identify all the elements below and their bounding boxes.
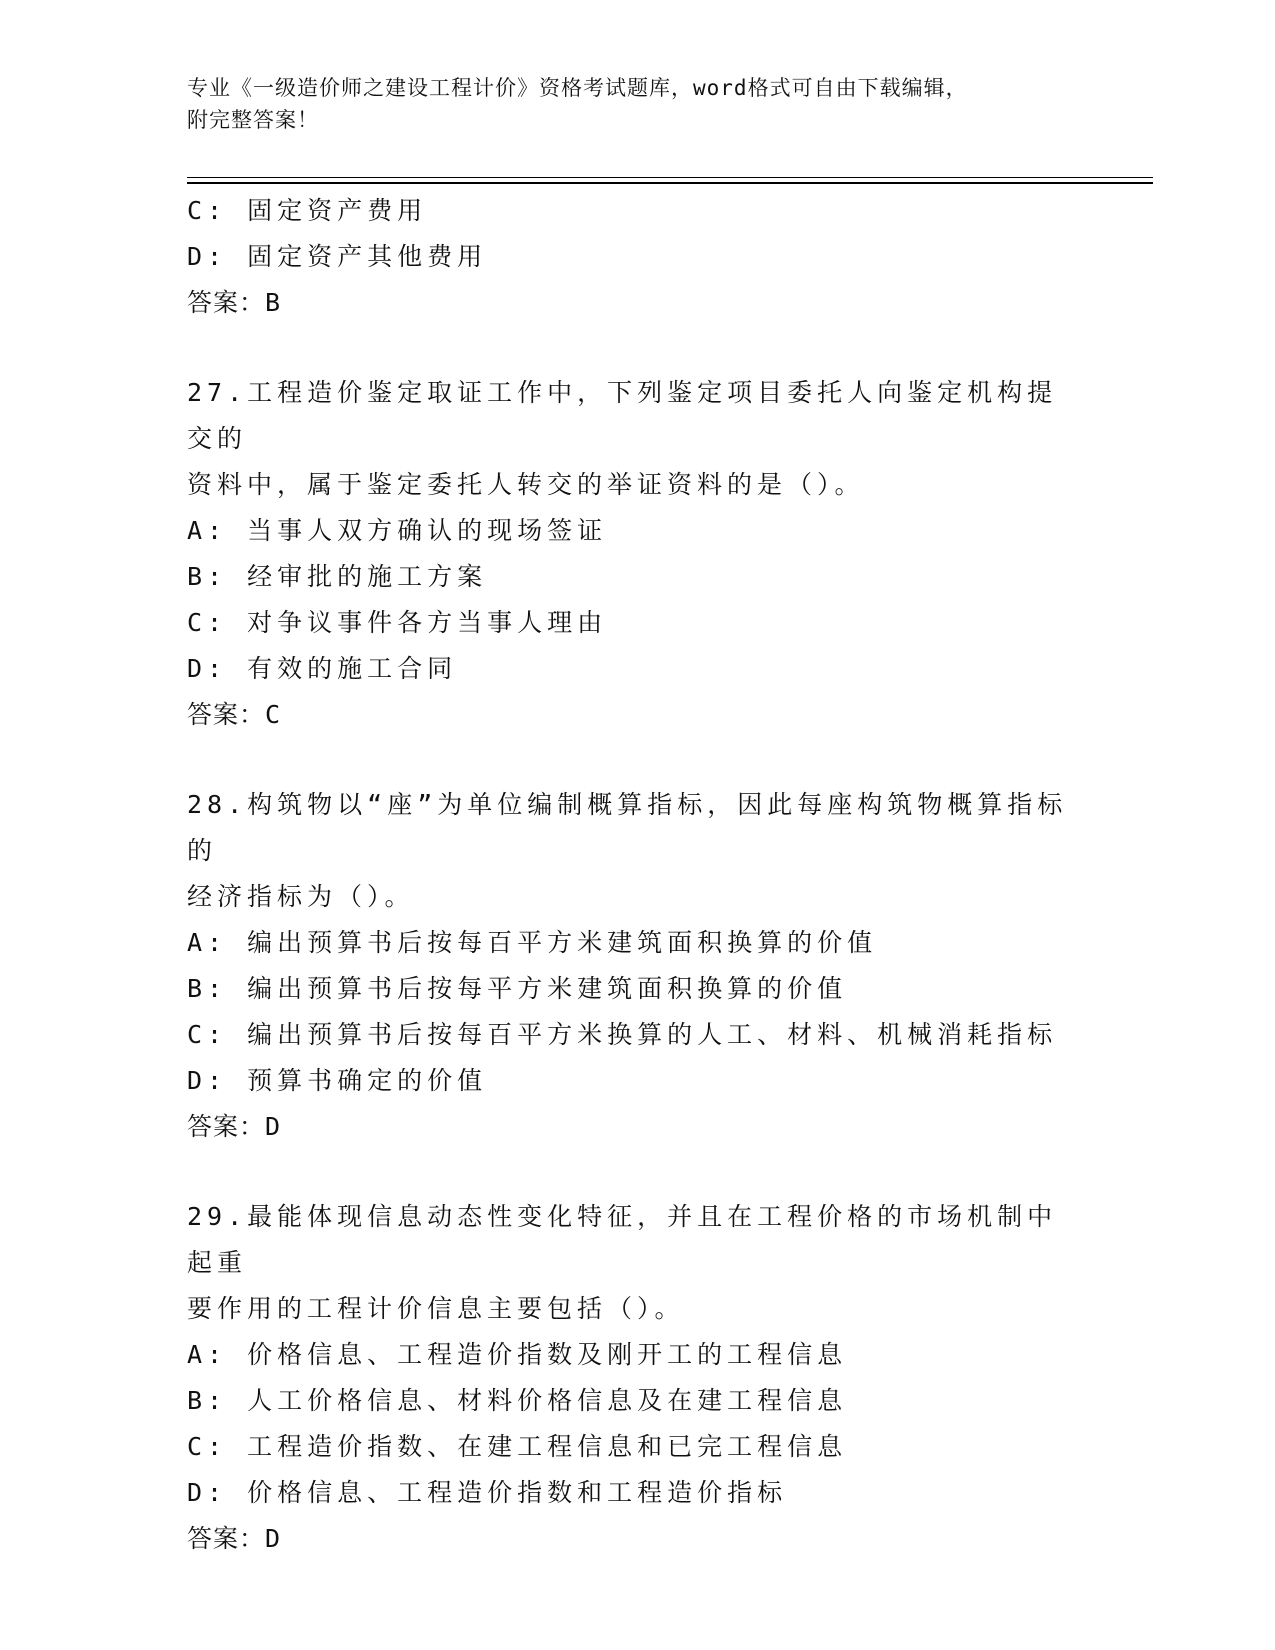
- option-a: A: 编出预算书后按每百平方米建筑面积换算的价值: [187, 928, 878, 957]
- header-divider-thick: [187, 182, 1153, 184]
- previous-question-tail: [187, 188, 1087, 326]
- option-c: C: 固定资产费用: [187, 196, 428, 225]
- option-b: B: 经审批的施工方案: [187, 562, 488, 591]
- stem-line: 29.最能体现信息动态性变化特征，并且在工程价格的市场机制中起重: [187, 1202, 1058, 1277]
- stem-line: 资料中，属于鉴定委托人转交的举证资料的是（）。: [187, 470, 865, 499]
- question-29: [187, 1194, 1087, 1562]
- document-header: [187, 72, 1097, 136]
- stem-line: 经济指标为（）。: [187, 882, 415, 911]
- stem-line: 28.构筑物以“座”为单位编制概算指标，因此每座构筑物概算指标的: [187, 790, 1068, 865]
- option-c: C: 编出预算书后按每百平方米换算的人工、材料、机械消耗指标: [187, 1020, 1058, 1049]
- option-d: D: 预算书确定的价值: [187, 1066, 488, 1095]
- question-list: [187, 188, 1087, 1562]
- question-stem: [187, 370, 1087, 508]
- header-line-1: 专业《一级造价师之建设工程计价》资格考试题库，word格式可自由下载编辑，: [187, 76, 968, 100]
- question-stem: [187, 782, 1087, 920]
- stem-line: 27.工程造价鉴定取证工作中，下列鉴定项目委托人向鉴定机构提交的: [187, 378, 1058, 453]
- header-line-2: 附完整答案！: [187, 108, 319, 132]
- option-a: A: 当事人双方确认的现场签证: [187, 516, 608, 545]
- option-b: B: 编出预算书后按每平方米建筑面积换算的价值: [187, 974, 848, 1003]
- option-c: C: 对争议事件各方当事人理由: [187, 608, 608, 637]
- header-divider-thin: [187, 177, 1153, 178]
- option-a: A: 价格信息、工程造价指数及刚开工的工程信息: [187, 1340, 848, 1369]
- option-d: D: 固定资产其他费用: [187, 242, 488, 271]
- option-d: D: 价格信息、工程造价指数和工程造价指标: [187, 1478, 788, 1507]
- answer-line: 答案：B: [187, 288, 282, 317]
- question-28: [187, 782, 1087, 1150]
- option-d: D: 有效的施工合同: [187, 654, 458, 683]
- stem-line: 要作用的工程计价信息主要包括（）。: [187, 1294, 685, 1323]
- answer-line: 答案：D: [187, 1524, 282, 1553]
- option-c: C: 工程造价指数、在建工程信息和已完工程信息: [187, 1432, 848, 1461]
- question-stem: [187, 1194, 1087, 1332]
- question-27: [187, 370, 1087, 738]
- option-b: B: 人工价格信息、材料价格信息及在建工程信息: [187, 1386, 848, 1415]
- answer-line: 答案：D: [187, 1112, 282, 1141]
- answer-line: 答案：C: [187, 700, 282, 729]
